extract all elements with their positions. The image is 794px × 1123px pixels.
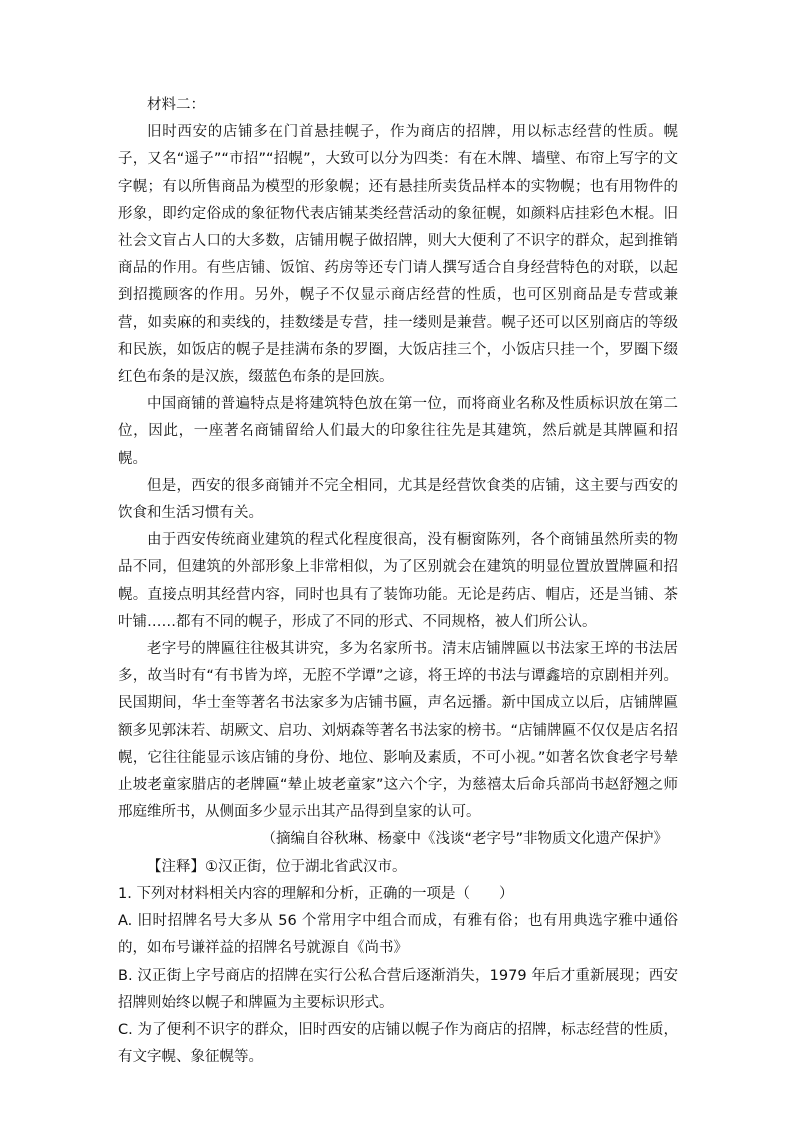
option-b: B. 汉正街上字号商店的招牌在实行公私合营后逐渐消失，1979 年后才重新展现；西安招牌则始终以幌子和牌匾为主要标识形式。 — [118, 967, 678, 1011]
paragraph: 老字号的牌匾往往极其讲究，多为名家所书。清末店铺牌匾以书法家王埣的书法居多，故当时有“有书皆为埣，无腔不学谭”之谚，将王埣的书法与谭鑫培的京剧相并列。民国期间，华士奎等著名书法家多为店铺书匾，声名远播。新中国成立以后，店铺牌匾额多见郭沫若、胡厥文、启功、刘炳森等著名书法家的榜书。“店铺牌匾不仅仅是店名招幌，它往往能显示该店铺的身份、地位、影响及素质，不可小视。”如著名饮食老字号辇止坡老童家腊店的老牌匾“辇止坡老童家”这六个字，为慈禧太后命兵部尚书赵舒翘之师邢庭维所书，从侧面多少显示出其产品得到皇家的认可。 — [118, 641, 678, 821]
annotation-note: 【注释】①汉正街，位于湖北省武汉市。 — [147, 858, 407, 875]
option-a: A. 旧时招牌名号大多从 56 个常用字中组合而成，有雅有俗；也有用典选字雅中通俗的，如布号谦祥益的招牌名号就源自《尚书》 — [118, 913, 678, 957]
material-heading: 材料二： — [147, 97, 205, 113]
paragraph: 中国商铺的普遍特点是将建筑特色放在第一位，而将商业名称及性质标识放在第二位，因此，一座著名商铺留给人们最大的印象往往先是其建筑，然后就是其牌匾和招幌。 — [118, 396, 678, 467]
paragraph: 由于西安传统商业建筑的程式化程度很高，没有橱窗陈列，各个商铺虽然所卖的物品不同，但建筑的外部形象上非常相似，为了区别就会在建筑的明显位置放置牌匾和招幌。直接点明其经营内容，同时也具有了装饰功能。无论是药店、帽店，还是当铺、茶叶铺……都有不同的幌子，形成了不同的形式、不同规格，被人们所公认。 — [118, 532, 678, 630]
question-stem: 1. 下列对材料相关内容的理解和分析，正确的一项是（ ） — [118, 885, 514, 902]
document-page — [118, 92, 678, 1071]
source-citation: （摘编自谷秋琳、杨豪中《浅谈“老字号”非物质文化遗产保护》 — [261, 831, 668, 848]
paragraph: 但是，西安的很多商铺并不完全相同，尤其是经营饮食类的店铺，这主要与西安的饮食和生活习惯有关。 — [118, 477, 678, 522]
paragraph: 旧时西安的店铺多在门首悬挂幌子，作为商店的招牌，用以标志经营的性质。幌子，又名“遥子”“市招”“招幌”，大致可以分为四类：有在木牌、墙壁、布帘上写字的文字幌；有以所售商品为模型的形象幌；还有悬挂所卖货品样本的实物幌；也有用物件的形象，即约定俗成的象征物代表店铺某类经营活动的象征幌，如颜料店挂彩色木棍。旧社会文盲占人口的大多数，店铺用幌子做招牌，则大大便利了不识字的群众，起到推销商品的作用。有些店铺、饭馆、药房等还专门请人撰写适合自身经营特色的对联，以起到招揽顾客的作用。另外，幌子不仅显示商店经营的性质，也可区别商品是专营或兼营，如卖麻的和卖线的，挂数缕是专营，挂一缕则是兼营。幌子还可以区别商店的等级和民族，如饭店的幌子是挂满布条的罗圈，大饭店挂三个，小饭店只挂一个，罗圈下缀红色布条的是汉族，缀蓝色布条的是回族。 — [118, 124, 678, 386]
option-c: C. 为了便利不识字的群众，旧时西安的店铺以幌子作为商店的招牌，标志经营的性质，有文字幌、象征幌等。 — [118, 1021, 678, 1066]
